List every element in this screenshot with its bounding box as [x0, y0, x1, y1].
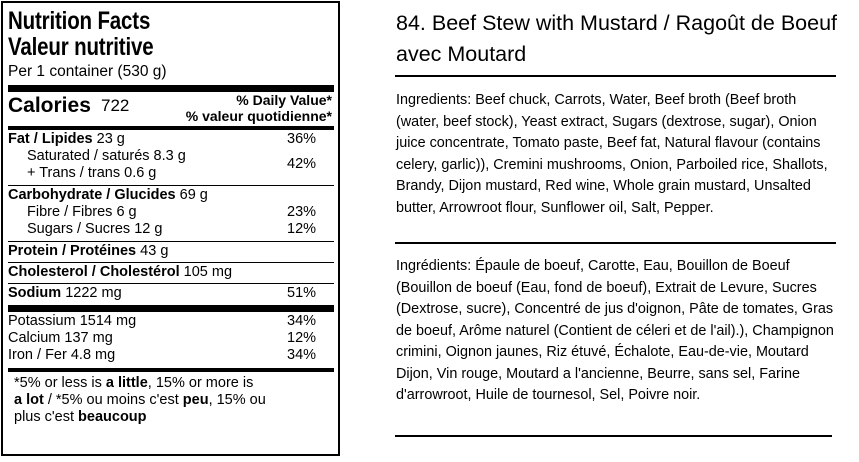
sugars-pct: 12% [287, 221, 317, 237]
footnote-line-3 [14, 409, 334, 426]
trans-value: 0.6 g [124, 165, 157, 181]
dv-asterisk: * [326, 92, 332, 108]
carbohydrate-row [8, 187, 334, 204]
potassium-pct: 34% [287, 313, 317, 329]
trans-label: + Trans / trans [27, 165, 121, 181]
potassium-label: Potassium [8, 313, 76, 329]
fat-label: Fat / Lipides [8, 131, 93, 147]
footnote-text: / *5% ou moins c'est [43, 392, 183, 408]
iron-value: 4.8 mg [70, 347, 116, 363]
fibre-label: Fibre / Fibres [27, 204, 113, 220]
fibre-value: 6 g [116, 204, 137, 220]
protein-label: Protein / Protéines [8, 243, 137, 259]
divider [8, 185, 334, 186]
nutrition-title-fr: Valeur nutritive [8, 33, 154, 61]
sugars-value: 12 g [134, 221, 163, 237]
divider [8, 126, 334, 130]
dv-header-en-text: % Daily Value [236, 92, 327, 108]
divider [8, 262, 334, 263]
ingredients-french: Ingrédients: Épaule de boeuf, Carotte, Eau, Bouillon de Boeuf (Bouillon de boeuf (Eau, fond de boeuf), Extrait de Levure, Sucres (Dextrose, sucre), Concentré de jus d'oignon, Pâte de tomates, Gras de boeuf, Arôme naturel (Contient de céleri et de l'ail).), Champignon crimini, Oignon jaunes, Riz étuvé, Échalote, Eau-de-vie, Moutard Dijon, Vin rouge, Moutard a l'ancienne, Beurre, sans sel, Farine d'arrowroot, Huile de tournesol, Sel, Poivre noir. [396, 258, 834, 403]
sodium-label: Sodium [8, 285, 62, 301]
protein-row [8, 243, 334, 260]
sodium-row [8, 285, 334, 302]
footnote-text: *5% or less is [14, 375, 106, 391]
dv-header-fr-text: % valeur quotidienne [185, 108, 327, 124]
fibre-row [8, 204, 334, 221]
fibre-pct: 23% [287, 204, 317, 220]
footnote-emphasis: beaucoup [78, 409, 147, 425]
dv-asterisk: * [326, 108, 332, 124]
dv-header-fr [186, 108, 332, 124]
calcium-row [8, 330, 334, 347]
divider [395, 242, 836, 244]
iron-pct: 34% [287, 347, 317, 363]
potassium-row [8, 313, 334, 330]
divider [8, 305, 334, 312]
trans-row [8, 165, 334, 182]
carbohydrate-label: Carbohydrate / Glucides [8, 187, 176, 203]
sat-trans-pct: 42% [287, 156, 317, 172]
footnote-emphasis: peu [182, 392, 209, 408]
cholesterol-value: 105 mg [183, 264, 233, 280]
footnote-text: , 15% or more is [147, 375, 254, 391]
ingredients-english: Ingredients: Beef chuck, Carrots, Water, Beef broth (Beef broth (water, beef stock), Yeast extract, Sugars (dextrose, sugar), Onion juice concentrate, Tomato paste, Beef fat, Natural flavour (contains celery, garlic)), Cremini mushrooms, Onion, Parboiled rice, Shallots, Brandy, Dijon mustard, Red wine, Whole grain mustard, Unsalted butter, Arrowroot flour, Sunflower oil, Salt, Pepper. [396, 92, 828, 216]
iron-label: Iron / Fer [8, 347, 67, 363]
cholesterol-label: Cholesterol / Cholestérol [8, 264, 180, 280]
protein-value: 43 g [140, 243, 169, 259]
footnote-line-1 [14, 375, 334, 392]
divider [395, 435, 832, 437]
footnote-line-2 [14, 392, 334, 409]
carbohydrate-value: 69 g [179, 187, 208, 203]
sodium-pct: 51% [287, 285, 317, 301]
dv-header-en [236, 92, 332, 108]
sugars-label: Sugars / Sucres [27, 221, 131, 237]
sugars-row [8, 221, 334, 238]
nutrition-title-en: Nutrition Facts [8, 7, 151, 35]
recipe-title: 84. Beef Stew with Mustard / Ragoût de Boeuf avec Moutard [396, 11, 838, 66]
divider [8, 283, 334, 284]
cholesterol-row [8, 264, 334, 281]
divider [395, 75, 836, 77]
calories-row [8, 92, 334, 126]
calories-label: Calories [8, 94, 91, 117]
saturated-label: Saturated / saturés [27, 148, 150, 164]
nutrition-facts-panel [1, 1, 340, 456]
iron-row [8, 347, 334, 364]
sodium-value: 1222 mg [65, 285, 122, 301]
calcium-label: Calcium [8, 330, 61, 346]
fat-row [8, 131, 334, 148]
footnote-text: plus c'est [14, 409, 79, 425]
calcium-value: 137 mg [64, 330, 113, 346]
potassium-value: 1514 mg [79, 313, 137, 329]
footnote [8, 372, 334, 426]
divider [8, 241, 334, 242]
serving-size: Per 1 container (530 g) [8, 63, 167, 80]
footnote-emphasis: a lot [14, 392, 44, 408]
footnote-emphasis: a little [105, 375, 148, 391]
footnote-text: , 15% ou [208, 392, 266, 408]
divider [8, 85, 334, 92]
calories-value: 722 [101, 96, 130, 115]
calcium-pct: 12% [287, 330, 317, 346]
fat-pct: 36% [287, 131, 317, 147]
saturated-row [8, 148, 334, 172]
saturated-value: 8.3 g [153, 148, 186, 164]
fat-value: 23 g [96, 131, 125, 147]
